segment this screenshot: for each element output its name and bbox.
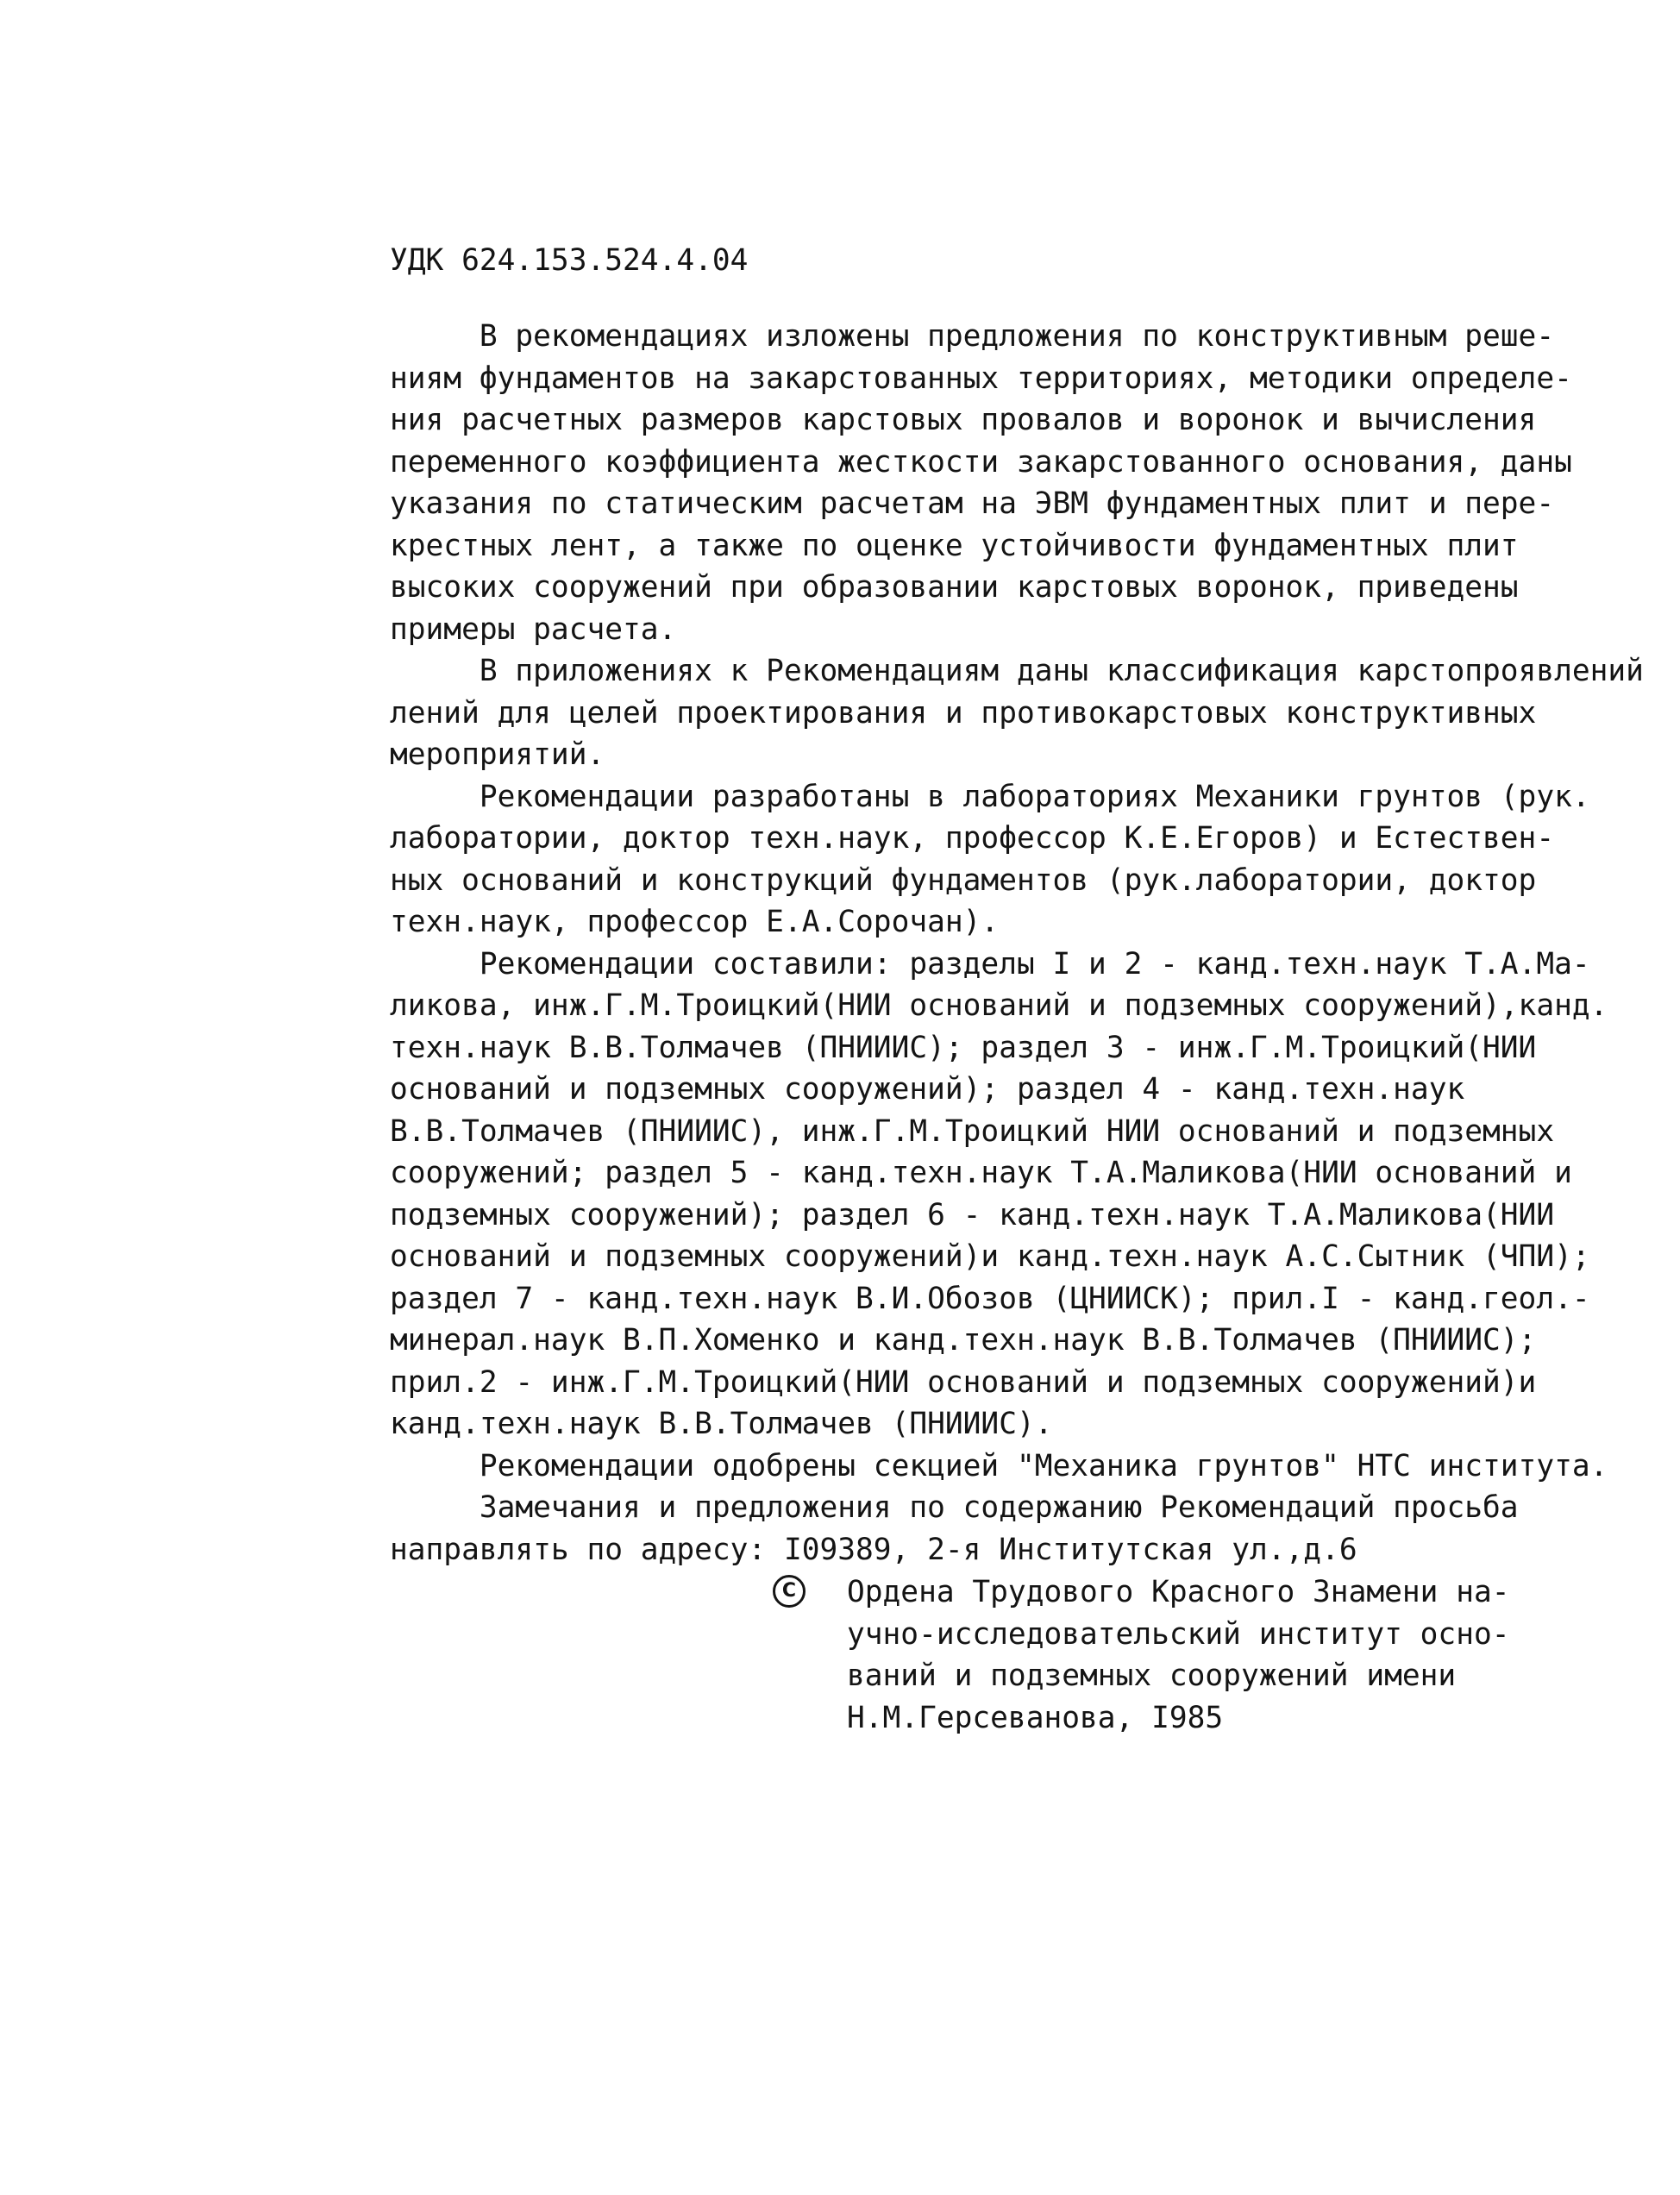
udk-code: УДК 624.153.524.4.04 bbox=[390, 243, 749, 278]
copyright-line: Н.М.Герсеванова, I985 bbox=[847, 1700, 1224, 1735]
text-line: подземных сооружений); раздел 6 - канд.техн.наук Т.А.Маликова(НИИ bbox=[390, 1197, 1555, 1232]
text-line: ниям фундаментов на закарстованных территориях, методики определе- bbox=[390, 361, 1572, 396]
text-line: В приложениях к Рекомендациям даны классификация карстопроявлений bbox=[390, 654, 1644, 688]
text-line: Рекомендации разработаны в лабораториях Механики грунтов (рук. bbox=[390, 779, 1590, 814]
copyright-line: Ордена Трудового Красного Знамени на- bbox=[847, 1575, 1510, 1609]
text-line: Замечания и предложения по содержанию Рекомендаций просьба bbox=[390, 1490, 1519, 1525]
body-text bbox=[390, 316, 1644, 1571]
text-line: техн.наук, профессор Е.А.Сорочан). bbox=[390, 905, 1000, 939]
text-line: направлять по адресу: I09389, 2-я Институтская ул.,д.6 bbox=[390, 1532, 1357, 1567]
text-line: лаборатории, доктор техн.наук, профессор К.Е.Егоров) и Естествен- bbox=[390, 821, 1555, 856]
text-line: В рекомендациях изложены предложения по конструктивным реше- bbox=[390, 319, 1555, 354]
text-line: В.В.Толмачев (ПНИИИС), инж.Г.М.Троицкий НИИ оснований и подземных bbox=[390, 1113, 1555, 1149]
text-line: примеры расчета. bbox=[390, 611, 677, 647]
text-line: Рекомендации одобрены секцией "Механика грунтов" НТС института. bbox=[390, 1448, 1608, 1483]
copyright-line: учно-исследовательский институт осно- bbox=[847, 1616, 1510, 1652]
text-line: ликова, инж.Г.М.Троицкий(НИИ оснований и подземных сооружений),канд. bbox=[390, 988, 1608, 1023]
text-line: ных оснований и конструкций фундаментов (рук.лаборатории, доктор bbox=[390, 862, 1537, 898]
text-line: прил.2 - инж.Г.М.Троицкий(НИИ оснований и подземных сооружений)и bbox=[390, 1364, 1537, 1400]
text-line: канд.техн.наук В.В.Толмачев (ПНИИИС). bbox=[390, 1407, 1053, 1441]
text-line: указания по статическим расчетам на ЭВМ фундаментных плит и пере- bbox=[390, 486, 1555, 521]
text-line: ния расчетных размеров карстовых провалов и воронок и вычисления bbox=[390, 403, 1537, 437]
text-line: сооружений; раздел 5 - канд.техн.наук Т.А.Маликова(НИИ оснований и bbox=[390, 1156, 1572, 1190]
copyright-line: ваний и подземных сооружений имени bbox=[847, 1659, 1457, 1693]
text-line: лений для целей проектирования и противокарстовых конструктивных bbox=[390, 695, 1537, 731]
text-line: оснований и подземных сооружений)и канд.техн.наук А.С.Сытник (ЧПИ); bbox=[390, 1239, 1590, 1274]
text-line: крестных лент, а также по оценке устойчивости фундаментных плит bbox=[390, 528, 1519, 563]
text-line: минерал.наук В.П.Хоменко и канд.техн.наук В.В.Толмачев (ПНИИИС); bbox=[390, 1323, 1537, 1358]
copyright-icon bbox=[773, 1575, 806, 1608]
text-line: мероприятий. bbox=[390, 737, 605, 772]
copyright-text bbox=[847, 1571, 1510, 1739]
text-line: оснований и подземных сооружений); раздел 4 - канд.техн.наук bbox=[390, 1072, 1465, 1107]
text-line: высоких сооружений при образовании карстовых воронок, приведены bbox=[390, 570, 1519, 605]
text-line: Рекомендации составили: разделы I и 2 - канд.техн.наук Т.А.Ма- bbox=[390, 946, 1590, 981]
text-line: переменного коэффициента жесткости закарстованного основания, даны bbox=[390, 444, 1572, 480]
text-line: техн.наук В.В.Толмачев (ПНИИИС); раздел 3 - инж.Г.М.Троицкий(НИИ bbox=[390, 1030, 1537, 1065]
text-line: раздел 7 - канд.техн.наук В.И.Обозов (ЦНИИСК); прил.I - канд.геол.- bbox=[390, 1281, 1590, 1316]
